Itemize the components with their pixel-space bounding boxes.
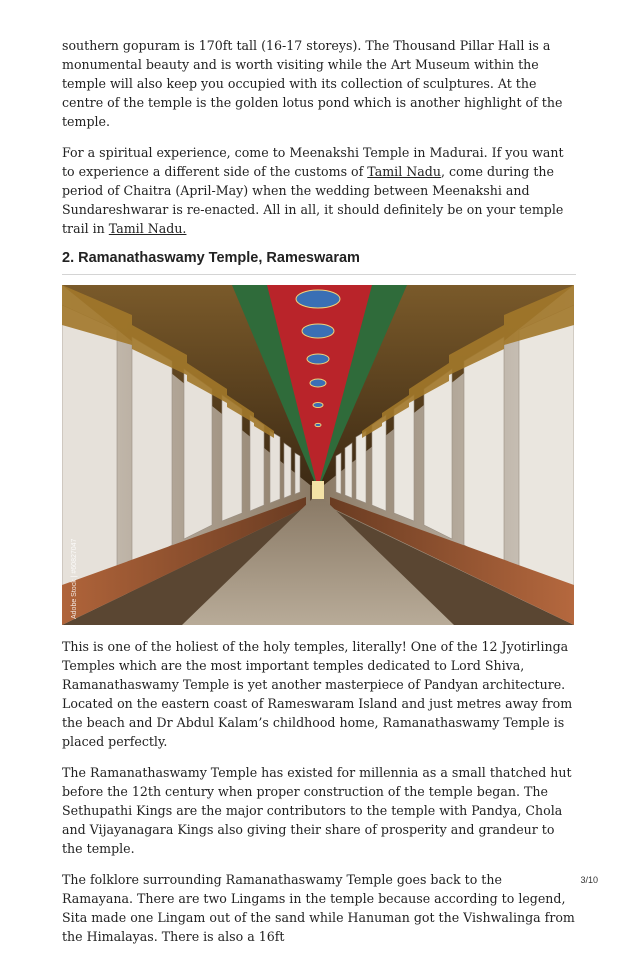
section-paragraph-1: This is one of the holiest of the holy temples, literally! One of the 12 Jyotirlinga Temples which are the most important temples dedicated to Lord Shiva, Ramanathaswamy Temple is yet another masterpiece of Pandyan architecture. Located on the eastern coast of Rameswaram Island and just metres away from the beach and Dr Abdul Kalam’s childhood home, Ramanathaswamy Temple is placed perfectly. <box>62 639 573 749</box>
section-paragraph-2: The Ramanathaswamy Temple has existed for millennia as a small thatched hut before the 12th century when proper construction of the temple began. The Sethupathi Kings are the major contributors to the temple with Pandya, Chola and Vijayanagara Kings also giving their share of prosperity and grandeur to the temple. <box>62 765 572 856</box>
intro-paragraph-2-part-2: , come during the period of Chaitra (April-May) when the wedding between Meenakshi and Sundareshwarar is re-enacted. All in all, it should definitely be on your temple trail in <box>62 164 564 236</box>
page-number: 3/10 <box>580 875 598 885</box>
temple-corridor-illustration <box>62 285 574 625</box>
intro-paragraph-1: southern gopuram is 170ft tall (16-17 storeys). The Thousand Pillar Hall is a monumental beauty and is worth visiting while the Art Museum within the temple will also keep you occupied with its collection of sculptures. At the centre of the temple is the golden lotus pond which is another highlight of the temple. <box>62 38 563 129</box>
document-page <box>62 36 576 958</box>
stock-watermark: Adobe Stock | #60827047 <box>71 538 78 619</box>
section-heading: 2. Ramanathaswamy Temple, Rameswaram <box>62 250 576 275</box>
intro-paragraph-2-part-1: For a spiritual experience, come to Meenakshi Temple in Madurai. If you want to experience a different side of the customs of <box>62 145 564 179</box>
intro-paragraph-2 <box>62 143 576 238</box>
temple-corridor-photo <box>62 285 574 625</box>
section-paragraph-3: The folklore surrounding Ramanathaswamy Temple goes back to the Ramayana. There are two Lingams in the temple because according to legend, Sita made one Lingam out of the sand while Hanuman got the Vishwalinga from the Himalayas. There is also a 16ft <box>62 872 575 944</box>
tamil-nadu-link-1[interactable]: Tamil Nadu <box>367 164 441 179</box>
tamil-nadu-link-2[interactable]: Tamil Nadu. <box>108 221 187 236</box>
